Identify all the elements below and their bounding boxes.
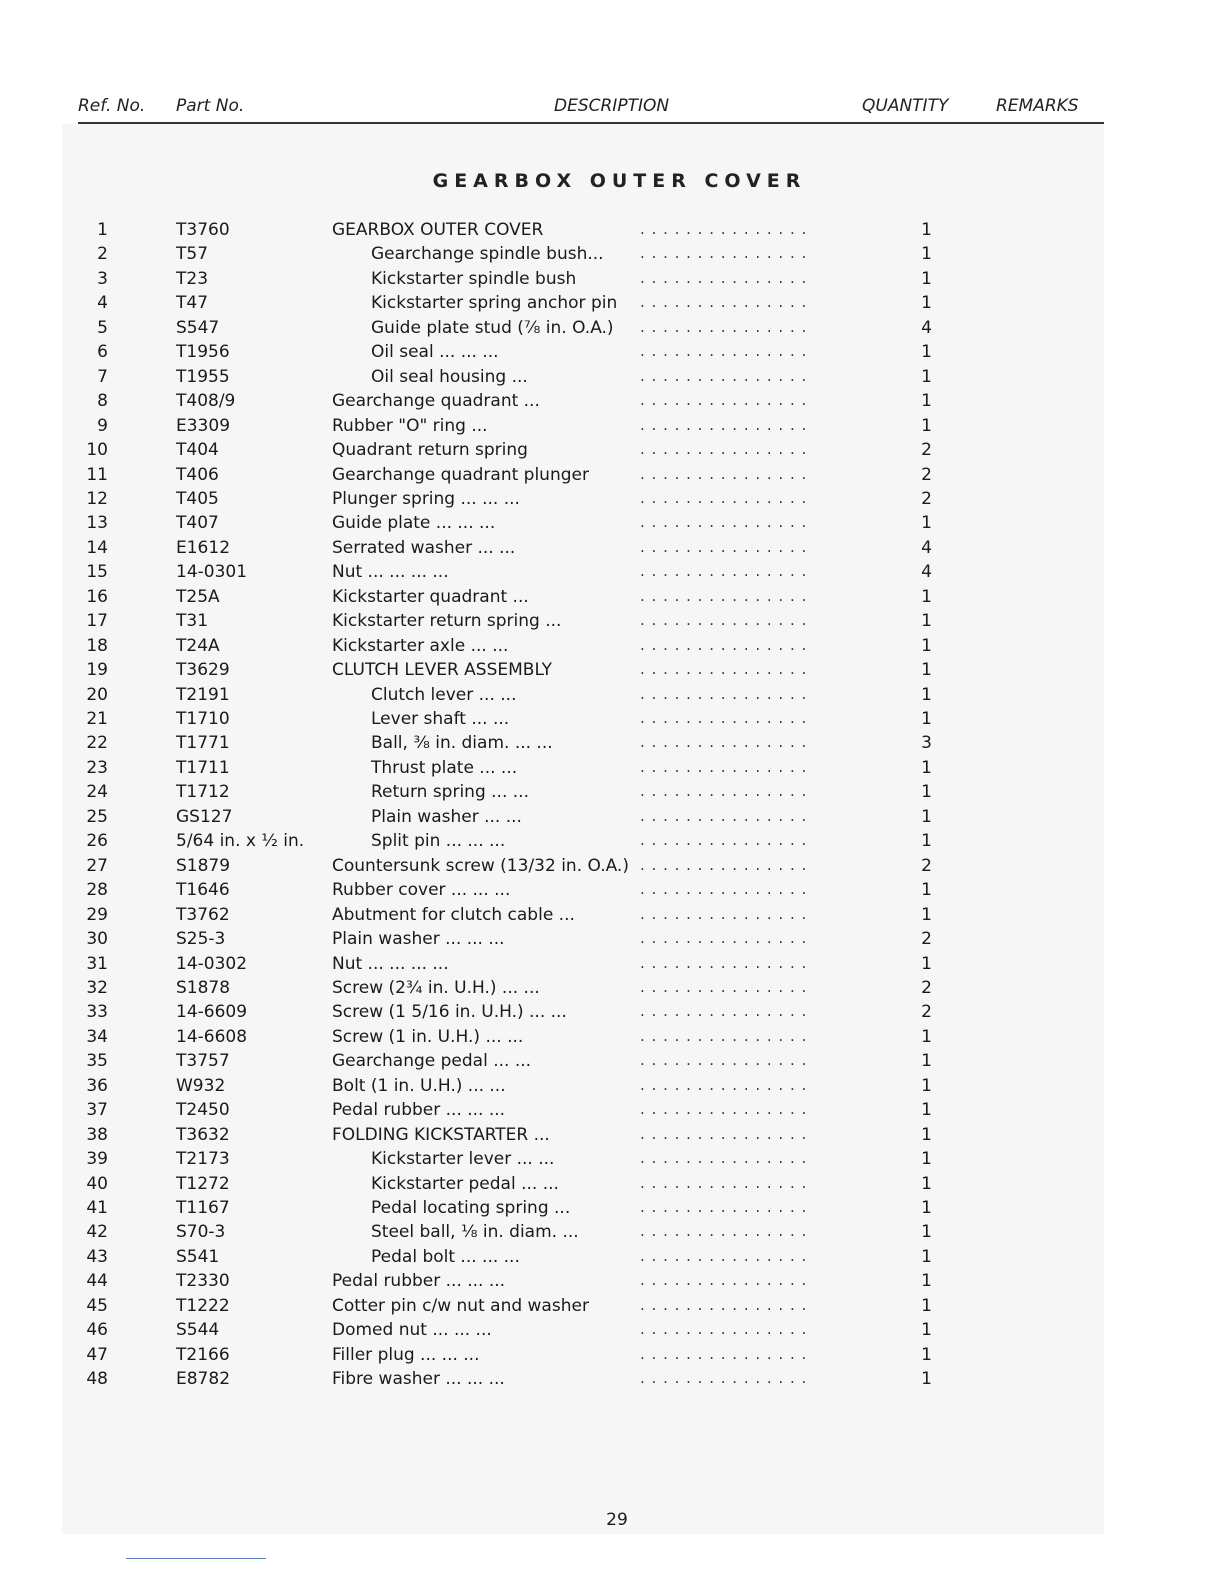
part-number: W932 <box>176 1076 226 1096</box>
part-description: Guide plate stud (⅞ in. O.A.) <box>371 318 614 338</box>
quantity: 1 <box>921 636 932 656</box>
table-row <box>0 269 1224 293</box>
part-description: Guide plate ... ... ... <box>332 513 496 533</box>
ref-number: 30 <box>86 929 108 949</box>
ref-number: 11 <box>86 465 108 485</box>
ref-number: 6 <box>97 342 108 362</box>
quantity: 2 <box>921 440 932 460</box>
part-description: Kickstarter return spring ... <box>332 611 562 631</box>
ref-number: 20 <box>86 685 108 705</box>
part-number: T3757 <box>176 1051 230 1071</box>
part-description: Return spring ... ... <box>371 782 529 802</box>
part-description: Plain washer ... ... ... <box>332 929 505 949</box>
ref-number: 32 <box>86 978 108 998</box>
ref-number: 10 <box>86 440 108 460</box>
quantity: 1 <box>921 685 932 705</box>
table-row <box>0 1051 1224 1075</box>
dot-leader: . . . . . . . . . . . . . . . <box>640 1222 808 1240</box>
dot-leader: . . . . . . . . . . . . . . . <box>640 269 808 287</box>
part-description: Kickstarter axle ... ... <box>332 636 509 656</box>
quantity: 1 <box>921 513 932 533</box>
part-description: Gearchange spindle bush... <box>371 244 604 264</box>
quantity: 1 <box>921 611 932 631</box>
part-number: T404 <box>176 440 219 460</box>
part-number: T1956 <box>176 342 230 362</box>
ref-number: 33 <box>86 1002 108 1022</box>
part-description: Gearchange pedal ... ... <box>332 1051 532 1071</box>
table-row <box>0 685 1224 709</box>
ref-number: 4 <box>97 293 108 313</box>
part-number: T25A <box>176 587 220 607</box>
dot-leader: . . . . . . . . . . . . . . . <box>640 1002 808 1020</box>
table-row <box>0 733 1224 757</box>
dot-leader: . . . . . . . . . . . . . . . <box>640 538 808 556</box>
dot-leader: . . . . . . . . . . . . . . . <box>640 636 808 654</box>
part-number: T1711 <box>176 758 230 778</box>
quantity: 1 <box>921 1345 932 1365</box>
table-row <box>0 807 1224 831</box>
table-row <box>0 1345 1224 1369</box>
part-number: T1712 <box>176 782 230 802</box>
ref-number: 5 <box>97 318 108 338</box>
ref-number: 27 <box>86 856 108 876</box>
quantity: 4 <box>921 318 932 338</box>
part-description: Kickstarter spring anchor pin <box>371 293 618 313</box>
ref-number: 25 <box>86 807 108 827</box>
part-number: E8782 <box>176 1369 231 1389</box>
ref-number: 48 <box>86 1369 108 1389</box>
table-row <box>0 709 1224 733</box>
ref-number: 36 <box>86 1076 108 1096</box>
part-number: T23 <box>176 269 209 289</box>
table-row <box>0 978 1224 1002</box>
dot-leader: . . . . . . . . . . . . . . . <box>640 587 808 605</box>
table-row <box>0 562 1224 586</box>
table-row <box>0 758 1224 782</box>
table-row <box>0 293 1224 317</box>
quantity: 1 <box>921 587 932 607</box>
quantity: 2 <box>921 489 932 509</box>
table-row <box>0 636 1224 660</box>
table-row <box>0 1271 1224 1295</box>
table-row <box>0 587 1224 611</box>
dot-leader: . . . . . . . . . . . . . . . <box>640 318 808 336</box>
ref-number: 40 <box>86 1174 108 1194</box>
part-description: Split pin ... ... ... <box>371 831 506 851</box>
part-number: S1879 <box>176 856 231 876</box>
table-row <box>0 1222 1224 1246</box>
ref-number: 41 <box>86 1198 108 1218</box>
part-number: T3632 <box>176 1125 230 1145</box>
ref-number: 17 <box>86 611 108 631</box>
part-description: Bolt (1 in. U.H.) ... ... <box>332 1076 506 1096</box>
quantity: 1 <box>921 954 932 974</box>
part-description: Steel ball, ⅛ in. diam. ... <box>371 1222 579 1242</box>
quantity: 4 <box>921 538 932 558</box>
dot-leader: . . . . . . . . . . . . . . . <box>640 1027 808 1045</box>
part-number: 14-0301 <box>176 562 248 582</box>
part-description: Ball, ⅜ in. diam. ... ... <box>371 733 553 753</box>
quantity: 1 <box>921 1296 932 1316</box>
part-number: T1222 <box>176 1296 230 1316</box>
ref-number: 42 <box>86 1222 108 1242</box>
dot-leader: . . . . . . . . . . . . . . . <box>640 391 808 409</box>
part-description: Domed nut ... ... ... <box>332 1320 492 1340</box>
dot-leader: . . . . . . . . . . . . . . . <box>640 1271 808 1289</box>
quantity: 1 <box>921 220 932 240</box>
table-row <box>0 465 1224 489</box>
quantity: 1 <box>921 342 932 362</box>
dot-leader: . . . . . . . . . . . . . . . <box>640 293 808 311</box>
part-description: Lever shaft ... ... <box>371 709 510 729</box>
dot-leader: . . . . . . . . . . . . . . . <box>640 1198 808 1216</box>
ref-number: 12 <box>86 489 108 509</box>
table-row <box>0 1174 1224 1198</box>
ref-number: 46 <box>86 1320 108 1340</box>
part-description: Pedal rubber ... ... ... <box>332 1100 506 1120</box>
quantity: 1 <box>921 269 932 289</box>
table-row <box>0 220 1224 244</box>
quantity: 2 <box>921 856 932 876</box>
quantity: 1 <box>921 367 932 387</box>
part-description: Countersunk screw (13/32 in. O.A.) <box>332 856 629 876</box>
quantity: 1 <box>921 416 932 436</box>
header-rule <box>78 122 1104 124</box>
part-number: S1878 <box>176 978 231 998</box>
quantity: 1 <box>921 709 932 729</box>
ref-number: 7 <box>97 367 108 387</box>
quantity: 1 <box>921 1247 932 1267</box>
part-number: T3762 <box>176 905 230 925</box>
quantity: 1 <box>921 807 932 827</box>
part-description: Clutch lever ... ... <box>371 685 517 705</box>
table-row <box>0 244 1224 268</box>
part-description: Filler plug ... ... ... <box>332 1345 480 1365</box>
part-description: Plunger spring ... ... ... <box>332 489 520 509</box>
part-description: Rubber cover ... ... ... <box>332 880 511 900</box>
ref-number: 31 <box>86 954 108 974</box>
table-row <box>0 342 1224 366</box>
part-number: T1955 <box>176 367 230 387</box>
ref-number: 38 <box>86 1125 108 1145</box>
dot-leader: . . . . . . . . . . . . . . . <box>640 758 808 776</box>
part-number: T31 <box>176 611 209 631</box>
part-description: Pedal locating spring ... <box>371 1198 571 1218</box>
part-number: 5/64 in. x ½ in. <box>176 831 305 851</box>
quantity: 1 <box>921 782 932 802</box>
part-number: T2173 <box>176 1149 230 1169</box>
quantity: 1 <box>921 1100 932 1120</box>
quantity: 3 <box>921 733 932 753</box>
ref-number: 21 <box>86 709 108 729</box>
table-row <box>0 905 1224 929</box>
dot-leader: . . . . . . . . . . . . . . . <box>640 1174 808 1192</box>
footer-rule <box>126 1558 266 1559</box>
ref-number: 15 <box>86 562 108 582</box>
quantity: 1 <box>921 905 932 925</box>
part-number: 14-0302 <box>176 954 248 974</box>
part-description: Kickstarter quadrant ... <box>332 587 529 607</box>
dot-leader: . . . . . . . . . . . . . . . <box>640 367 808 385</box>
dot-leader: . . . . . . . . . . . . . . . <box>640 905 808 923</box>
table-row <box>0 660 1224 684</box>
header-remarks: REMARKS <box>996 96 1079 116</box>
part-number: T407 <box>176 513 219 533</box>
ref-number: 14 <box>86 538 108 558</box>
ref-number: 2 <box>97 244 108 264</box>
quantity: 1 <box>921 1149 932 1169</box>
ref-number: 28 <box>86 880 108 900</box>
quantity: 2 <box>921 465 932 485</box>
table-row <box>0 513 1224 537</box>
quantity: 2 <box>921 978 932 998</box>
part-number: GS127 <box>176 807 233 827</box>
quantity: 1 <box>921 293 932 313</box>
quantity: 1 <box>921 1369 932 1389</box>
table-row <box>0 880 1224 904</box>
part-number: T47 <box>176 293 209 313</box>
dot-leader: . . . . . . . . . . . . . . . <box>640 562 808 580</box>
quantity: 1 <box>921 1076 932 1096</box>
part-number: T1167 <box>176 1198 230 1218</box>
table-row <box>0 954 1224 978</box>
part-description: Kickstarter lever ... ... <box>371 1149 555 1169</box>
ref-number: 24 <box>86 782 108 802</box>
part-number: E3309 <box>176 416 231 436</box>
table-row <box>0 1125 1224 1149</box>
dot-leader: . . . . . . . . . . . . . . . <box>640 1296 808 1314</box>
part-number: S541 <box>176 1247 220 1267</box>
dot-leader: . . . . . . . . . . . . . . . <box>640 1100 808 1118</box>
ref-number: 47 <box>86 1345 108 1365</box>
dot-leader: . . . . . . . . . . . . . . . <box>640 660 808 678</box>
quantity: 1 <box>921 1174 932 1194</box>
ref-number: 13 <box>86 513 108 533</box>
part-description: Screw (1 in. U.H.) ... ... <box>332 1027 524 1047</box>
dot-leader: . . . . . . . . . . . . . . . <box>640 880 808 898</box>
quantity: 1 <box>921 1222 932 1242</box>
part-number: 14-6609 <box>176 1002 248 1022</box>
part-description: Oil seal housing ... <box>371 367 528 387</box>
part-description: Fibre washer ... ... ... <box>332 1369 505 1389</box>
ref-number: 35 <box>86 1051 108 1071</box>
header-quantity: QUANTITY <box>862 96 949 116</box>
table-row <box>0 1369 1224 1393</box>
table-row <box>0 611 1224 635</box>
part-description: Thrust plate ... ... <box>371 758 518 778</box>
ref-number: 1 <box>97 220 108 240</box>
part-number: T405 <box>176 489 219 509</box>
table-row <box>0 1100 1224 1124</box>
dot-leader: . . . . . . . . . . . . . . . <box>640 807 808 825</box>
ref-number: 39 <box>86 1149 108 1169</box>
table-row <box>0 929 1224 953</box>
ref-number: 43 <box>86 1247 108 1267</box>
quantity: 1 <box>921 660 932 680</box>
part-number: T1646 <box>176 880 230 900</box>
dot-leader: . . . . . . . . . . . . . . . <box>640 611 808 629</box>
part-number: T2450 <box>176 1100 230 1120</box>
part-description: Serrated washer ... ... <box>332 538 516 558</box>
ref-number: 29 <box>86 905 108 925</box>
part-number: S547 <box>176 318 220 338</box>
part-number: T406 <box>176 465 219 485</box>
dot-leader: . . . . . . . . . . . . . . . <box>640 244 808 262</box>
ref-number: 23 <box>86 758 108 778</box>
ref-number: 44 <box>86 1271 108 1291</box>
part-description: Kickstarter spindle bush <box>371 269 577 289</box>
dot-leader: . . . . . . . . . . . . . . . <box>640 416 808 434</box>
quantity: 1 <box>921 1198 932 1218</box>
dot-leader: . . . . . . . . . . . . . . . <box>640 1369 808 1387</box>
part-description: Cotter pin c/w nut and washer <box>332 1296 589 1316</box>
ref-number: 19 <box>86 660 108 680</box>
part-description: Screw (2¾ in. U.H.) ... ... <box>332 978 540 998</box>
dot-leader: . . . . . . . . . . . . . . . <box>640 782 808 800</box>
dot-leader: . . . . . . . . . . . . . . . <box>640 1076 808 1094</box>
dot-leader: . . . . . . . . . . . . . . . <box>640 733 808 751</box>
table-row <box>0 1247 1224 1271</box>
section-title: GEARBOX OUTER COVER <box>432 170 807 192</box>
table-row <box>0 440 1224 464</box>
part-number: T2166 <box>176 1345 230 1365</box>
dot-leader: . . . . . . . . . . . . . . . <box>640 978 808 996</box>
table-row <box>0 1027 1224 1051</box>
part-number: T408/9 <box>176 391 236 411</box>
part-number: T1710 <box>176 709 230 729</box>
part-description: Screw (1 5/16 in. U.H.) ... ... <box>332 1002 567 1022</box>
quantity: 2 <box>921 929 932 949</box>
dot-leader: . . . . . . . . . . . . . . . <box>640 954 808 972</box>
dot-leader: . . . . . . . . . . . . . . . <box>640 1320 808 1338</box>
quantity: 1 <box>921 244 932 264</box>
ref-number: 22 <box>86 733 108 753</box>
part-number: 14-6608 <box>176 1027 248 1047</box>
dot-leader: . . . . . . . . . . . . . . . <box>640 1051 808 1069</box>
quantity: 2 <box>921 1002 932 1022</box>
part-number: S25-3 <box>176 929 226 949</box>
dot-leader: . . . . . . . . . . . . . . . <box>640 831 808 849</box>
part-number: T24A <box>176 636 220 656</box>
part-number: E1612 <box>176 538 231 558</box>
part-description: Gearchange quadrant ... <box>332 391 540 411</box>
part-description: Nut ... ... ... ... <box>332 562 449 582</box>
part-description: Oil seal ... ... ... <box>371 342 499 362</box>
dot-leader: . . . . . . . . . . . . . . . <box>640 709 808 727</box>
quantity: 1 <box>921 880 932 900</box>
table-row <box>0 1198 1224 1222</box>
part-number: T2191 <box>176 685 230 705</box>
table-row <box>0 318 1224 342</box>
part-description: Rubber "O" ring ... <box>332 416 488 436</box>
table-row <box>0 489 1224 513</box>
table-row <box>0 831 1224 855</box>
dot-leader: . . . . . . . . . . . . . . . <box>640 513 808 531</box>
table-row <box>0 1320 1224 1344</box>
part-number: S70-3 <box>176 1222 226 1242</box>
quantity: 1 <box>921 1320 932 1340</box>
table-row <box>0 1149 1224 1173</box>
ref-number: 45 <box>86 1296 108 1316</box>
part-description: Plain washer ... ... <box>371 807 522 827</box>
quantity: 1 <box>921 1125 932 1145</box>
ref-number: 3 <box>97 269 108 289</box>
part-description: Abutment for clutch cable ... <box>332 905 575 925</box>
part-description: Kickstarter pedal ... ... <box>371 1174 559 1194</box>
part-number: T1771 <box>176 733 230 753</box>
ref-number: 16 <box>86 587 108 607</box>
part-description: Quadrant return spring <box>332 440 528 460</box>
quantity: 1 <box>921 758 932 778</box>
table-row <box>0 367 1224 391</box>
part-description: Nut ... ... ... ... <box>332 954 449 974</box>
table-row <box>0 1076 1224 1100</box>
part-description: Pedal bolt ... ... ... <box>371 1247 520 1267</box>
dot-leader: . . . . . . . . . . . . . . . <box>640 440 808 458</box>
ref-number: 18 <box>86 636 108 656</box>
dot-leader: . . . . . . . . . . . . . . . <box>640 1125 808 1143</box>
header-ref-no: Ref. No. <box>78 96 146 116</box>
quantity: 1 <box>921 1027 932 1047</box>
part-number: T2330 <box>176 1271 230 1291</box>
ref-number: 9 <box>97 416 108 436</box>
ref-number: 8 <box>97 391 108 411</box>
dot-leader: . . . . . . . . . . . . . . . <box>640 220 808 238</box>
part-number: T1272 <box>176 1174 230 1194</box>
header-part-no: Part No. <box>176 96 245 116</box>
dot-leader: . . . . . . . . . . . . . . . <box>640 856 808 874</box>
dot-leader: . . . . . . . . . . . . . . . <box>640 1149 808 1167</box>
quantity: 1 <box>921 1271 932 1291</box>
ref-number: 37 <box>86 1100 108 1120</box>
table-row <box>0 1002 1224 1026</box>
table-row <box>0 1296 1224 1320</box>
quantity: 1 <box>921 1051 932 1071</box>
part-number: T3760 <box>176 220 230 240</box>
table-row <box>0 538 1224 562</box>
page-number: 29 <box>606 1510 628 1530</box>
part-description: Gearchange quadrant plunger <box>332 465 589 485</box>
part-description: FOLDING KICKSTARTER ... <box>332 1125 550 1145</box>
ref-number: 26 <box>86 831 108 851</box>
quantity: 1 <box>921 831 932 851</box>
part-description: CLUTCH LEVER ASSEMBLY <box>332 660 553 680</box>
dot-leader: . . . . . . . . . . . . . . . <box>640 342 808 360</box>
quantity: 1 <box>921 391 932 411</box>
header-description: DESCRIPTION <box>554 96 670 116</box>
dot-leader: . . . . . . . . . . . . . . . <box>640 465 808 483</box>
table-row <box>0 391 1224 415</box>
dot-leader: . . . . . . . . . . . . . . . <box>640 929 808 947</box>
quantity: 4 <box>921 562 932 582</box>
dot-leader: . . . . . . . . . . . . . . . <box>640 685 808 703</box>
part-number: T57 <box>176 244 209 264</box>
table-row <box>0 782 1224 806</box>
part-number: S544 <box>176 1320 220 1340</box>
part-description: Pedal rubber ... ... ... <box>332 1271 506 1291</box>
dot-leader: . . . . . . . . . . . . . . . <box>640 489 808 507</box>
table-row <box>0 856 1224 880</box>
dot-leader: . . . . . . . . . . . . . . . <box>640 1247 808 1265</box>
dot-leader: . . . . . . . . . . . . . . . <box>640 1345 808 1363</box>
part-number: T3629 <box>176 660 230 680</box>
ref-number: 34 <box>86 1027 108 1047</box>
table-row <box>0 416 1224 440</box>
part-description: GEARBOX OUTER COVER <box>332 220 544 240</box>
